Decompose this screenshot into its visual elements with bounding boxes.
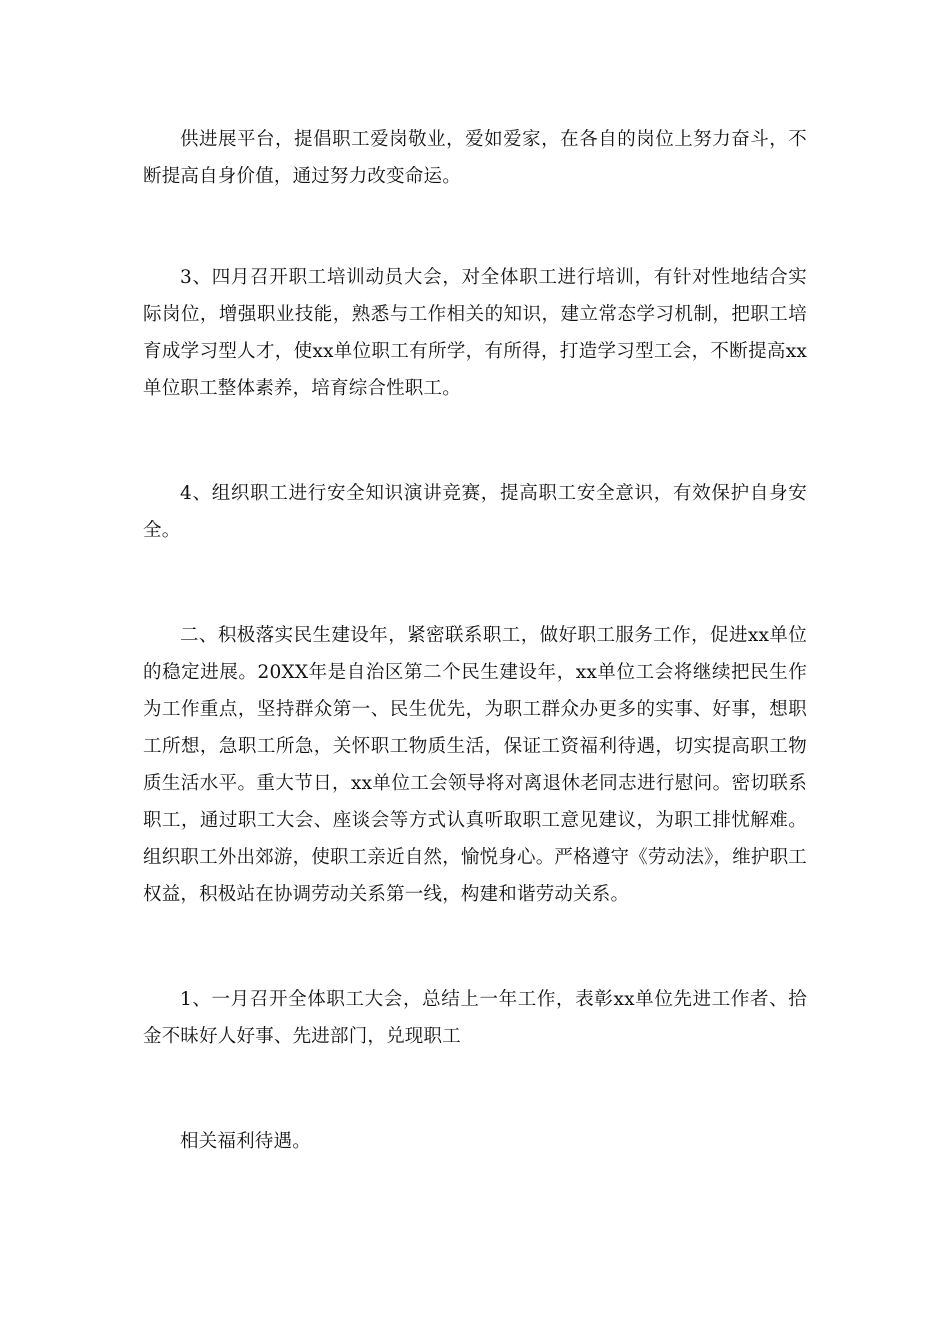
paragraph-livelihood-year: 二、积极落实民生建设年，紧密联系职工，做好职工服务工作，促进xx单位的稳定进展。20XX年是自治区第二个民生建设年，xx单位工会将继续把民生作为工作重点，坚持群众第一、民生优先，为职工群众办更多的实事、好事，想职工所想，急职工所急，关怀职工物质生活，保证工资福利待遇，切实提高职工物质生活水平。重大节日，xx单位工会领导将对离退休老同志进行慰问。密切联系职工，通过职工大会、座谈会等方式认真听取职工意见建议，为职工排忧解难。组织职工外出郊游，使职工亲近自然，愉悦身心。严格遵守《劳动法》，维护职工权益，积极站在协调劳动关系第一线，构建和谐劳动关系。: [143, 625, 807, 905]
paragraph-welfare: 相关福利待遇。: [180, 1131, 311, 1152]
paragraph-platform: 供进展平台，提倡职工爱岗敬业，爱如爱家，在各自的岗位上努力奋斗，不断提高自身价值，通过努力改变命运。: [143, 129, 807, 187]
paragraph-safety-contest: 4、组织职工进行安全知识演讲竞赛，提高职工安全意识，有效保护自身安全。: [143, 483, 807, 541]
paragraph-january-meeting: 1、一月召开全体职工大会，总结上一年工作，表彰xx单位先进工作者、拾金不昧好人好事、先进部门，兑现职工: [143, 989, 807, 1047]
paragraph-training-meeting: 3、四月召开职工培训动员大会，对全体职工进行培训，有针对性地结合实际岗位，增强职业技能，熟悉与工作相关的知识，建立常态学习机制，把职工培育成学习型人才，使xx单位职工有所学，有所得，打造学习型工会，不断提高xx单位职工整体素养，培育综合性职工。: [143, 267, 807, 399]
